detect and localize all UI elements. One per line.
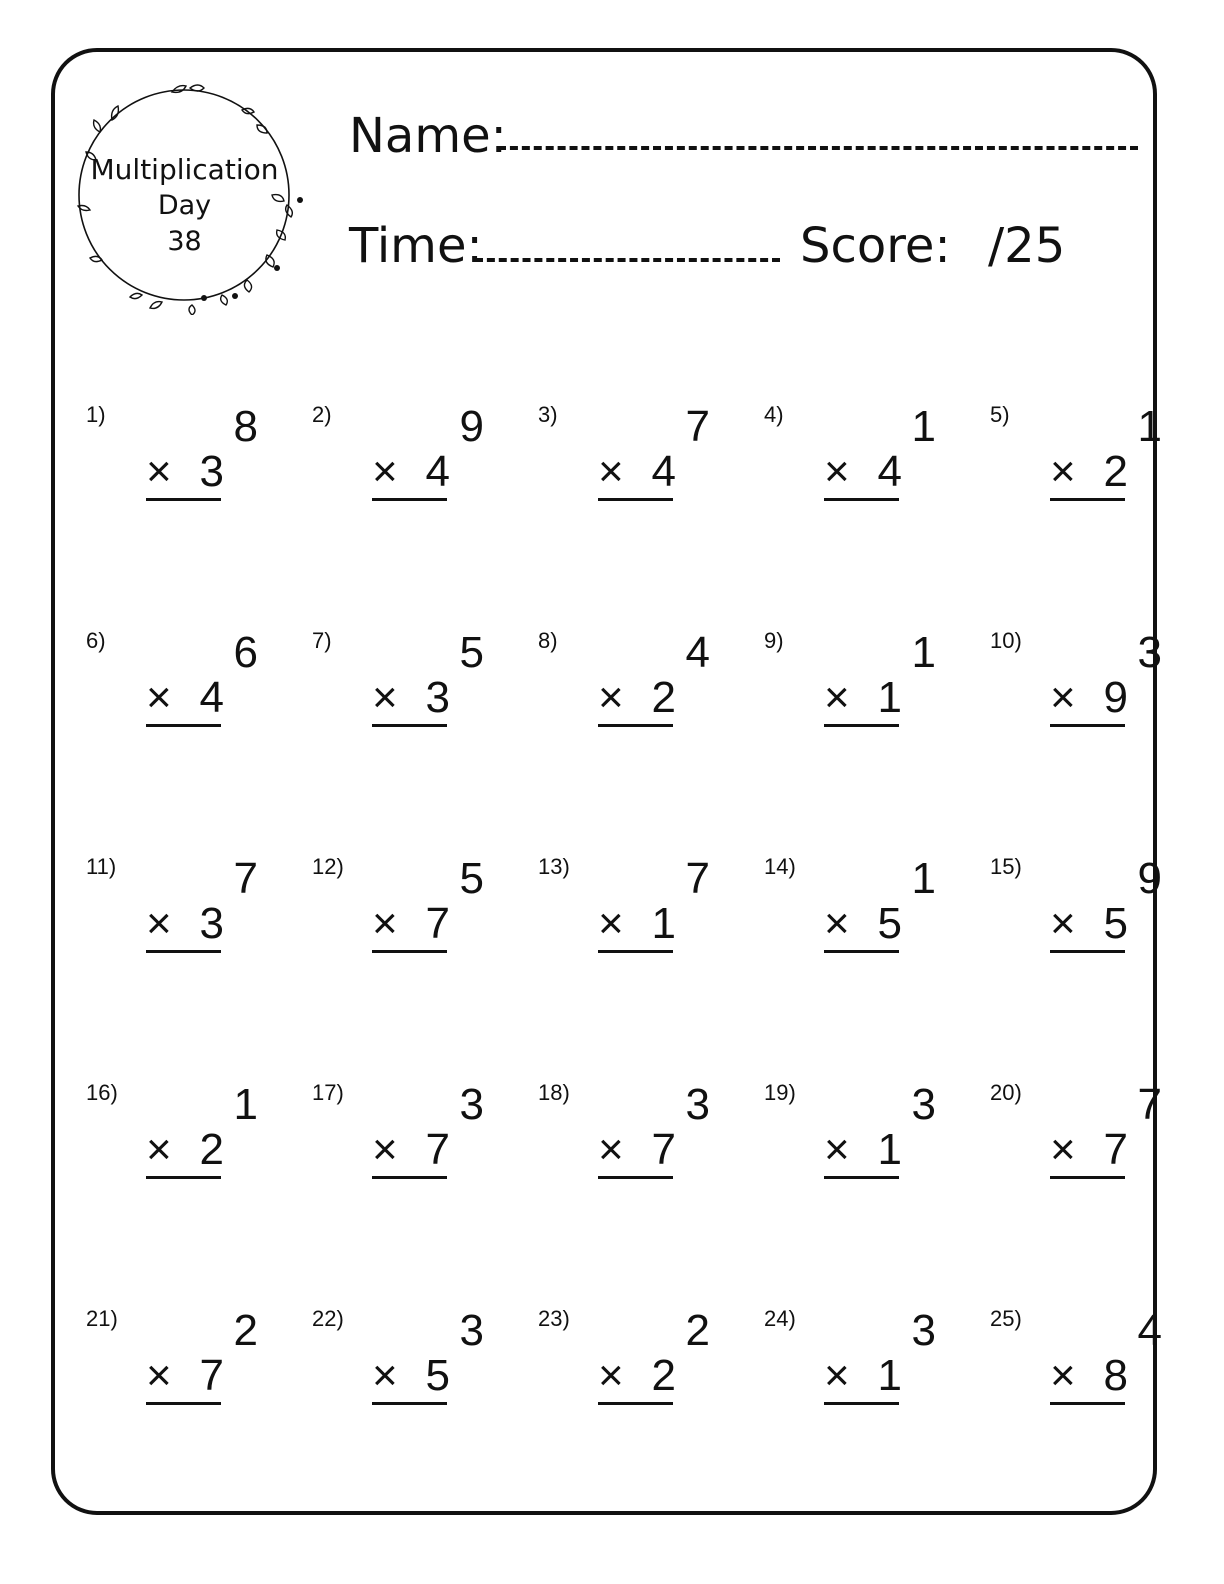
- multiply-sign-icon: ×: [1050, 1351, 1076, 1400]
- problem-number: 8): [538, 628, 558, 653]
- multiply-sign-icon: ×: [1050, 447, 1076, 496]
- answer-line[interactable]: [1050, 1402, 1125, 1405]
- multiplier: 7: [1103, 1125, 1128, 1174]
- problem-number: 2): [312, 402, 332, 427]
- answer-line[interactable]: [598, 1402, 673, 1405]
- multiplier: 5: [1103, 899, 1128, 948]
- multiplier: 1: [877, 1125, 902, 1174]
- problem-item: [86, 1080, 286, 1190]
- answer-line[interactable]: [146, 950, 221, 953]
- answer-line[interactable]: [146, 1176, 221, 1179]
- multiplicand: 5: [459, 854, 484, 903]
- answer-line[interactable]: [598, 950, 673, 953]
- answer-line[interactable]: [1050, 724, 1125, 727]
- multiplier-row: [146, 1353, 224, 1399]
- answer-line[interactable]: [824, 724, 899, 727]
- multiplier: 5: [425, 1351, 450, 1400]
- multiplier: 2: [1103, 447, 1128, 496]
- answer-line[interactable]: [824, 1402, 899, 1405]
- multiplier-row: [824, 449, 902, 495]
- answer-line[interactable]: [598, 498, 673, 501]
- multiply-sign-icon: ×: [824, 673, 850, 722]
- problem-item: [764, 402, 964, 512]
- multiplier-row: [372, 1127, 450, 1173]
- multiply-sign-icon: ×: [598, 1351, 624, 1400]
- multiply-sign-icon: ×: [824, 447, 850, 496]
- multiplicand: 6: [233, 628, 258, 677]
- multiply-sign-icon: ×: [1050, 899, 1076, 948]
- multiplier-row: [372, 1353, 450, 1399]
- problem-item: [764, 854, 964, 964]
- multiplier: 3: [425, 673, 450, 722]
- badge-title: Multiplication: [90, 153, 279, 186]
- multiplicand: 5: [459, 628, 484, 677]
- multiplier: 9: [1103, 673, 1128, 722]
- multiply-sign-icon: ×: [1050, 1125, 1076, 1174]
- problem-number: 19): [764, 1080, 796, 1105]
- multiplier-row: [1050, 901, 1128, 947]
- multiplicand: 7: [1137, 1080, 1162, 1129]
- problem-item: [990, 1306, 1190, 1416]
- multiplier-row: [598, 1127, 676, 1173]
- multiplier: 7: [651, 1125, 676, 1174]
- answer-line[interactable]: [1050, 1176, 1125, 1179]
- multiply-sign-icon: ×: [1050, 673, 1076, 722]
- multiplier-row: [1050, 1353, 1128, 1399]
- problem-item: [86, 1306, 286, 1416]
- multiplicand: 3: [1137, 628, 1162, 677]
- multiplier-row: [372, 901, 450, 947]
- multiplicand: 1: [911, 628, 936, 677]
- multiplicand: 2: [233, 1306, 258, 1355]
- answer-line[interactable]: [372, 724, 447, 727]
- multiplier-row: [146, 901, 224, 947]
- multiplier: 1: [877, 673, 902, 722]
- problem-item: [312, 854, 512, 964]
- problem-item: [764, 1080, 964, 1190]
- problem-item: [764, 1306, 964, 1416]
- multiply-sign-icon: ×: [598, 673, 624, 722]
- problem-number: 3): [538, 402, 558, 427]
- multiply-sign-icon: ×: [598, 899, 624, 948]
- problem-number: 23): [538, 1306, 570, 1331]
- multiplicand: 9: [1137, 854, 1162, 903]
- multiplier: 2: [651, 1351, 676, 1400]
- problem-number: 5): [990, 402, 1010, 427]
- multiplicand: 3: [911, 1306, 936, 1355]
- multiplier-row: [824, 675, 902, 721]
- problem-number: 1): [86, 402, 106, 427]
- problem-item: [990, 402, 1190, 512]
- multiplier: 2: [651, 673, 676, 722]
- problem-item: [86, 628, 286, 738]
- problem-number: 11): [86, 854, 117, 879]
- multiply-sign-icon: ×: [146, 673, 172, 722]
- problem-item: [538, 628, 738, 738]
- problem-item: [990, 628, 1190, 738]
- multiplier: 4: [651, 447, 676, 496]
- multiplier: 8: [1103, 1351, 1128, 1400]
- answer-line[interactable]: [372, 498, 447, 501]
- answer-line[interactable]: [824, 950, 899, 953]
- multiplier-row: [146, 1127, 224, 1173]
- multiplier-row: [1050, 675, 1128, 721]
- multiplicand: 7: [685, 854, 710, 903]
- multiplicand: 1: [911, 402, 936, 451]
- name-label: Name:: [349, 108, 507, 164]
- multiplier-row: [1050, 449, 1128, 495]
- problem-item: [86, 854, 286, 964]
- problem-number: 15): [990, 854, 1022, 879]
- multiplier-row: [824, 901, 902, 947]
- problem-number: 14): [764, 854, 796, 879]
- multiply-sign-icon: ×: [372, 899, 398, 948]
- answer-line[interactable]: [1050, 498, 1125, 501]
- answer-line[interactable]: [372, 1176, 447, 1179]
- answer-line[interactable]: [146, 1402, 221, 1405]
- answer-line[interactable]: [824, 498, 899, 501]
- problem-item: [538, 402, 738, 512]
- multiplier-row: [372, 449, 450, 495]
- multiplier: 7: [425, 1125, 450, 1174]
- multiplier-row: [1050, 1127, 1128, 1173]
- multiplier: 1: [651, 899, 676, 948]
- problem-number: 4): [764, 402, 784, 427]
- problem-number: 16): [86, 1080, 118, 1105]
- problem-number: 12): [312, 854, 344, 879]
- multiply-sign-icon: ×: [146, 1351, 172, 1400]
- multiplicand: 1: [233, 1080, 258, 1129]
- answer-line[interactable]: [372, 1402, 447, 1405]
- multiplicand: 9: [459, 402, 484, 451]
- problem-number: 13): [538, 854, 570, 879]
- score-total: /25: [988, 218, 1066, 274]
- multiplicand: 8: [233, 402, 258, 451]
- answer-line[interactable]: [598, 724, 673, 727]
- multiplier-row: [598, 901, 676, 947]
- problem-item: [538, 1080, 738, 1190]
- problem-item: [312, 1080, 512, 1190]
- multiply-sign-icon: ×: [824, 1125, 850, 1174]
- multiplicand: 3: [685, 1080, 710, 1129]
- multiply-sign-icon: ×: [372, 1351, 398, 1400]
- multiply-sign-icon: ×: [372, 673, 398, 722]
- score-label: Score:: [800, 218, 951, 274]
- problem-item: [764, 628, 964, 738]
- multiplier: 3: [199, 899, 224, 948]
- multiplier-row: [146, 675, 224, 721]
- problem-item: [990, 1080, 1190, 1190]
- multiplier-row: [372, 675, 450, 721]
- problem-item: [990, 854, 1190, 964]
- multiplier-row: [598, 1353, 676, 1399]
- multiply-sign-icon: ×: [146, 1125, 172, 1174]
- multiplier-row: [824, 1127, 902, 1173]
- multiplicand: 1: [1137, 402, 1162, 451]
- problem-number: 22): [312, 1306, 344, 1331]
- problem-item: [312, 402, 512, 512]
- problem-number: 7): [312, 628, 332, 653]
- multiply-sign-icon: ×: [824, 899, 850, 948]
- problem-item: [312, 628, 512, 738]
- multiplicand: 3: [459, 1080, 484, 1129]
- multiply-sign-icon: ×: [824, 1351, 850, 1400]
- answer-line[interactable]: [1050, 950, 1125, 953]
- answer-line[interactable]: [146, 724, 221, 727]
- problem-number: 25): [990, 1306, 1022, 1331]
- badge-subtitle: Day: [157, 190, 212, 221]
- problem-item: [312, 1306, 512, 1416]
- badge-day-number: 38: [167, 226, 202, 257]
- problem-item: [86, 402, 286, 512]
- multiply-sign-icon: ×: [146, 447, 172, 496]
- multiplicand: 4: [685, 628, 710, 677]
- multiplicand: 4: [1137, 1306, 1162, 1355]
- problem-number: 24): [764, 1306, 796, 1331]
- answer-line[interactable]: [146, 498, 221, 501]
- problem-number: 21): [86, 1306, 118, 1331]
- answer-line[interactable]: [824, 1176, 899, 1179]
- multiplier: 7: [199, 1351, 224, 1400]
- answer-line[interactable]: [372, 950, 447, 953]
- multiply-sign-icon: ×: [598, 1125, 624, 1174]
- multiplier: 4: [425, 447, 450, 496]
- multiplicand: 2: [685, 1306, 710, 1355]
- multiply-sign-icon: ×: [146, 899, 172, 948]
- multiplier: 4: [877, 447, 902, 496]
- multiplier: 3: [199, 447, 224, 496]
- multiplier: 7: [425, 899, 450, 948]
- problem-number: 6): [86, 628, 106, 653]
- answer-line[interactable]: [598, 1176, 673, 1179]
- multiplicand: 7: [685, 402, 710, 451]
- multiplier: 5: [877, 899, 902, 948]
- time-label: Time:: [349, 218, 483, 274]
- problem-number: 20): [990, 1080, 1022, 1105]
- multiplier-row: [598, 675, 676, 721]
- problem-number: 17): [312, 1080, 344, 1105]
- multiplier-row: [146, 449, 224, 495]
- problem-number: 18): [538, 1080, 570, 1105]
- multiply-sign-icon: ×: [372, 1125, 398, 1174]
- multiplicand: 7: [233, 854, 258, 903]
- multiplicand: 3: [911, 1080, 936, 1129]
- problem-item: [538, 854, 738, 964]
- multiplicand: 3: [459, 1306, 484, 1355]
- multiplier: 2: [199, 1125, 224, 1174]
- multiplier: 4: [199, 673, 224, 722]
- multiplicand: 1: [911, 854, 936, 903]
- problem-item: [538, 1306, 738, 1416]
- multiplier-row: [598, 449, 676, 495]
- multiplier: 1: [877, 1351, 902, 1400]
- problem-number: 10): [990, 628, 1022, 653]
- multiplier-row: [824, 1353, 902, 1399]
- problem-number: 9): [764, 628, 784, 653]
- multiply-sign-icon: ×: [598, 447, 624, 496]
- multiply-sign-icon: ×: [372, 447, 398, 496]
